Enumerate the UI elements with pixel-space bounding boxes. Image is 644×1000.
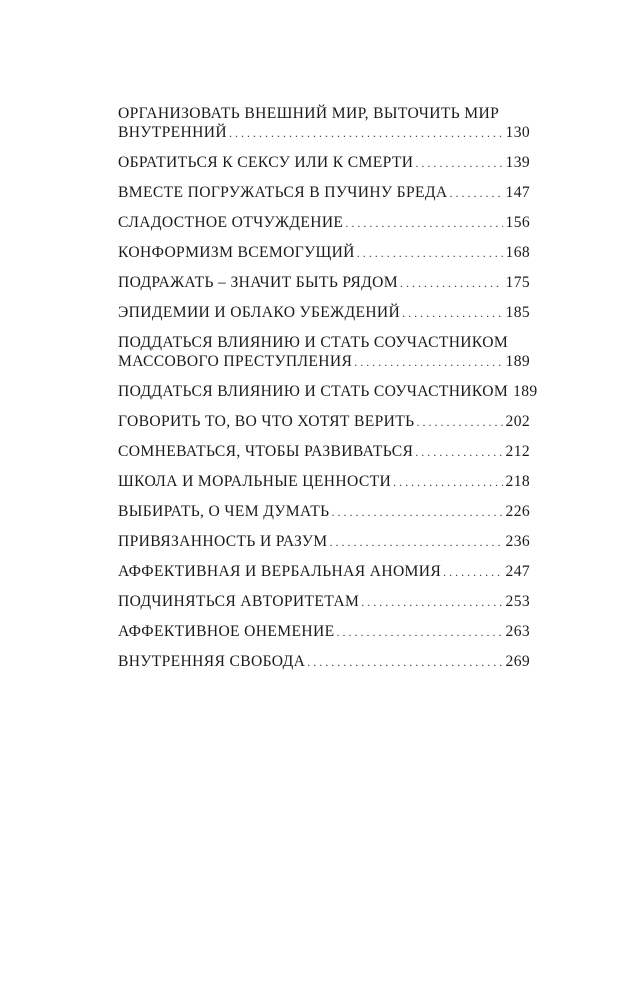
toc-entry-title: АФФЕКТИВНАЯ И ВЕРБАЛЬНАЯ АНОМИЯ [118,563,442,580]
toc-entry[interactable] [118,104,530,143]
toc-entry-title: ПОДДАТЬСЯ ВЛИЯНИЮ И СТАТЬ СОУЧАСТНИКОМ [118,334,509,351]
dot-leader [416,412,502,432]
toc-entry-title: ШКОЛА И МОРАЛЬНЫЕ ЦЕННОСТИ [118,473,392,490]
toc-entry-line [118,352,530,372]
toc-entry[interactable] [118,213,530,233]
toc-entry-line [118,183,530,203]
toc-page-number: 139 [505,154,530,171]
dot-leader [345,213,502,233]
toc-page-number: 168 [505,244,530,261]
toc-entry-title: ГОВОРИТЬ ТО, ВО ЧТО ХОТЯТ ВЕРИТЬ [118,413,415,430]
dot-leader [361,592,502,612]
toc-entry-line [118,472,530,492]
toc-entry-title: ОРГАНИЗОВАТЬ ВНЕШНИЙ МИР, ВЫТОЧИТЬ МИР [118,105,500,122]
toc-entry[interactable] [118,382,538,402]
toc-entry-title: ПОДДАТЬСЯ ВЛИЯНИЮ И СТАТЬ СОУЧАСТНИКОМ [118,383,509,400]
toc-entry-title: ВНУТРЕННИЙ [118,124,227,141]
toc-page-number: 202 [505,413,530,430]
toc-entry-line [118,213,530,233]
toc-entry-title: ВЫБИРАТЬ, О ЧЕМ ДУМАТЬ [118,503,330,520]
toc-entry-line [118,382,538,402]
toc-entry[interactable] [118,183,530,203]
toc-page-number: 218 [505,473,530,490]
toc-page-number: 189 [505,353,530,370]
toc-entry[interactable] [118,652,530,672]
dot-leader [307,652,502,672]
toc-entry-line [118,442,530,462]
toc-entry[interactable] [118,472,530,492]
toc-entry-title: СОМНЕВАТЬСЯ, ЧТОБЫ РАЗВИВАТЬСЯ [118,443,414,460]
toc-entry[interactable] [118,273,530,293]
toc-entry-title: ВМЕСТЕ ПОГРУЖАТЬСЯ В ПУЧИНУ БРЕДА [118,184,448,201]
dot-leader [443,562,502,582]
toc-entry-line [118,532,530,552]
toc-entry[interactable] [118,622,530,642]
toc-entry-line [118,622,530,642]
dot-leader [357,243,503,263]
table-of-contents [118,104,538,682]
dot-leader [331,502,502,522]
toc-entry-title: ВНУТРЕННЯЯ СВОБОДА [118,653,306,670]
dot-leader [415,442,502,462]
dot-leader [329,532,502,552]
dot-leader [400,273,503,293]
toc-page-number: 147 [505,184,530,201]
toc-page-number: 263 [505,623,530,640]
toc-page-number: 226 [505,503,530,520]
toc-entry-title: ПОДЧИНЯТЬСЯ АВТОРИТЕТАМ [118,593,360,610]
toc-entry-title: МАССОВОГО ПРЕСТУПЛЕНИЯ [118,353,353,370]
toc-page-number: 253 [505,593,530,610]
dot-leader [449,183,502,203]
toc-entry[interactable] [118,303,530,323]
toc-entry-title: АФФЕКТИВНОЕ ОНЕМЕНИЕ [118,623,335,640]
toc-entry-line [118,273,530,293]
toc-entry[interactable] [118,442,530,462]
toc-entry[interactable] [118,412,530,432]
toc-page-number: 236 [505,533,530,550]
toc-entry-line [118,104,530,123]
toc-entry-title: ПРИВЯЗАННОСТЬ И РАЗУМ [118,533,328,550]
dot-leader [336,622,502,642]
toc-entry-line [118,652,530,672]
toc-entry[interactable] [118,502,530,522]
toc-entry-line [118,562,530,582]
toc-entry-title: СЛАДОСТНОЕ ОТЧУЖДЕНИЕ [118,214,344,231]
toc-entry[interactable] [118,592,530,612]
toc-entry-line [118,412,530,432]
toc-page-number: 212 [505,443,530,460]
toc-entry-line [118,333,530,352]
toc-entry-title: ЭПИДЕМИИ И ОБЛАКО УБЕЖДЕНИЙ [118,304,401,321]
toc-page-number: 189 [513,383,538,400]
toc-page-number: 185 [505,304,530,321]
toc-entry[interactable] [118,153,530,173]
toc-entry[interactable] [118,333,530,372]
toc-entry-line [118,123,530,143]
toc-entry-title: ОБРАТИТЬСЯ К СЕКСУ ИЛИ К СМЕРТИ [118,154,414,171]
toc-entry-title: КОНФОРМИЗМ ВСЕМОГУЩИЙ [118,244,355,261]
toc-page-number: 130 [505,124,530,141]
dot-leader [415,153,502,173]
toc-entry-line [118,153,530,173]
toc-page-number: 175 [505,274,530,291]
toc-entry[interactable] [118,532,530,552]
toc-entry-line [118,592,530,612]
toc-page-number: 156 [505,214,530,231]
toc-entry-title: ПОДРАЖАТЬ – ЗНАЧИТ БЫТЬ РЯДОМ [118,274,398,291]
toc-page-number: 247 [505,563,530,580]
toc-entry-line [118,303,530,323]
toc-page-number: 269 [505,653,530,670]
dot-leader [229,123,503,143]
dot-leader [354,352,502,372]
toc-entry-line [118,243,530,263]
toc-entry[interactable] [118,243,530,263]
toc-entry-line [118,502,530,522]
toc-entry[interactable] [118,562,530,582]
dot-leader [393,472,502,492]
dot-leader [402,303,502,323]
